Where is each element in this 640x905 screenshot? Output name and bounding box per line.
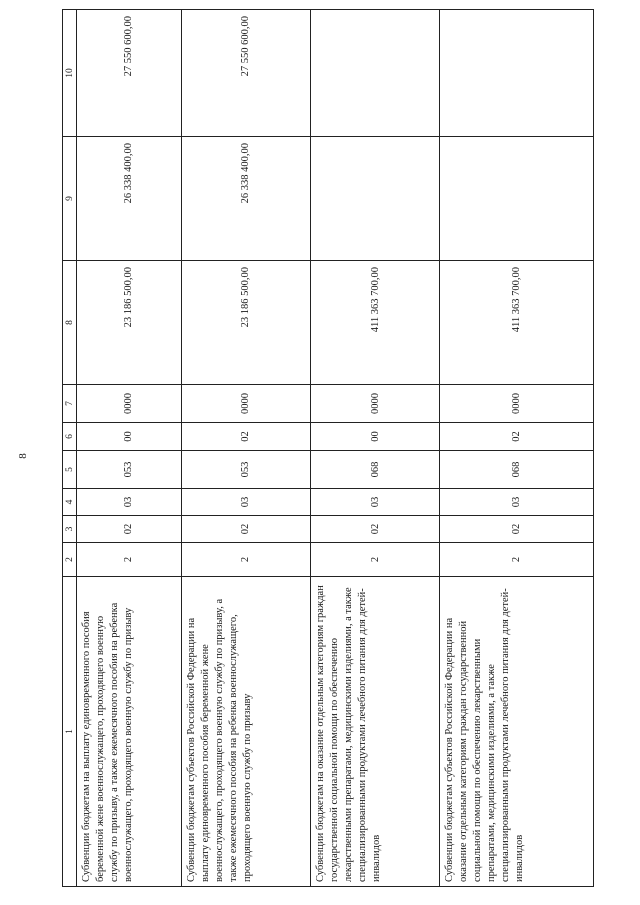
column-header: 1 (63, 577, 77, 887)
amount-cell: 26 338 400,00 (181, 137, 310, 261)
code-cell: 0000 (181, 385, 310, 423)
amount-cell (311, 10, 440, 137)
column-header: 9 (63, 137, 77, 261)
code-cell: 053 (77, 451, 182, 489)
code-cell: 02 (181, 516, 310, 543)
code-cell: 2 (77, 543, 182, 577)
row-description: Субвенции бюджетам субъектов Российской Федерации на выплату единовременного пособия беременной жене военнослужащего, проходящего военную службу по призыву, а также ежемесячного пособия на ребенка военнослужащего, проходящего военную службу по призыву (181, 577, 310, 887)
code-cell: 068 (311, 451, 440, 489)
table-row (77, 10, 182, 887)
column-header: 7 (63, 385, 77, 423)
code-cell: 02 (77, 516, 182, 543)
code-cell: 0000 (77, 385, 182, 423)
column-header: 6 (63, 423, 77, 451)
amount-cell: 411 363 700,00 (311, 261, 440, 385)
code-cell: 2 (440, 543, 594, 577)
code-cell: 03 (311, 489, 440, 516)
budget-table-container (62, 10, 594, 887)
amount-cell: 411 363 700,00 (440, 261, 594, 385)
amount-cell (440, 10, 594, 137)
code-cell: 0000 (440, 385, 594, 423)
code-cell: 03 (181, 489, 310, 516)
code-cell: 02 (440, 516, 594, 543)
code-cell: 00 (77, 423, 182, 451)
column-header: 5 (63, 451, 77, 489)
table-row (181, 10, 310, 887)
row-description: Субвенции бюджетам субъектов Российской Федерации на оказание отдельным категориям граждан государственной социальной помощи по обеспечению лекарственными препаратами, медицинскими изделиями, а также специализированными продуктами лечебного питания для детей-инвалидов (440, 577, 594, 887)
column-header: 3 (63, 516, 77, 543)
column-header: 10 (63, 10, 77, 137)
column-header: 8 (63, 261, 77, 385)
code-cell: 053 (181, 451, 310, 489)
code-cell: 03 (77, 489, 182, 516)
code-cell: 2 (181, 543, 310, 577)
budget-table (62, 9, 594, 887)
row-description: Субвенции бюджетам на выплату единовременного пособия беременной жене военнослужащего, проходящего военную службу по призыву, а также ежемесячного пособия на ребенка военнослужащего, проходящего военную службу по призыву (77, 577, 182, 887)
column-header: 2 (63, 543, 77, 577)
code-cell: 02 (440, 423, 594, 451)
amount-cell: 27 550 600,00 (77, 10, 182, 137)
amount-cell (311, 137, 440, 261)
page-number: 8 (17, 453, 29, 459)
amount-cell: 27 550 600,00 (181, 10, 310, 137)
code-cell: 2 (311, 543, 440, 577)
table-row (440, 10, 594, 887)
amount-cell: 23 186 500,00 (181, 261, 310, 385)
column-header: 4 (63, 489, 77, 516)
code-cell: 02 (311, 516, 440, 543)
code-cell: 0000 (311, 385, 440, 423)
row-description: Субвенции бюджетам на оказание отдельным категориям граждан государственной социальной помощи по обеспечению лекарственными препаратами, медицинскими изделиями, а также специализированными продуктами лечебного питания для детей-инвалидов (311, 577, 440, 887)
amount-cell: 26 338 400,00 (77, 137, 182, 261)
table-header-row (63, 10, 77, 887)
amount-cell: 23 186 500,00 (77, 261, 182, 385)
code-cell: 068 (440, 451, 594, 489)
table-row (311, 10, 440, 887)
code-cell: 00 (311, 423, 440, 451)
code-cell: 03 (440, 489, 594, 516)
code-cell: 02 (181, 423, 310, 451)
amount-cell (440, 137, 594, 261)
